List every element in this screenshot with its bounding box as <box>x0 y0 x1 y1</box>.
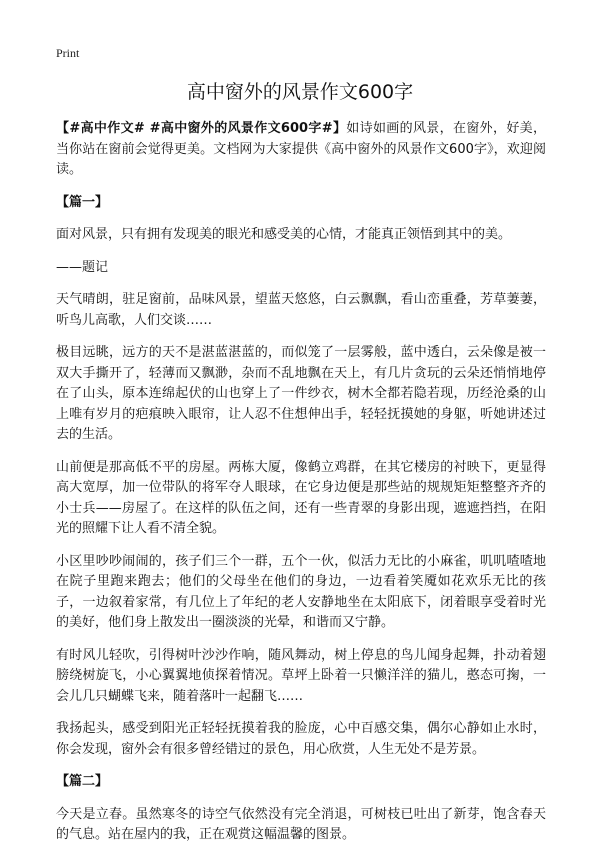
paragraph: ——题记 <box>56 259 109 275</box>
paragraph: 山前便是那高低不平的房屋。两栋大厦，像鹤立鸡群，在其它楼房的衬映下，更显得高大宽厚，加一位带队的将军夺人眼球，在它身边便是那些站的规规矩矩整整齐齐的小士兵——房屋了。在这样的队伍之间，还有一些青翠的身影出现，遮遮挡挡，在阳光的照耀下让人看不清全貌。 <box>56 459 546 536</box>
section-heading: 【篇一】 <box>56 194 109 210</box>
paragraph: 面对风景，只有拥有发现美的眼光和感受美的心情，才能真正领悟到其中的美。 <box>56 227 512 242</box>
paragraph: 极目远眺，远方的天不是湛蓝湛蓝的，而似笼了一层雾般，蓝中透白，云朵像是被一双大手撕开了，轻薄而又飘渺，杂而不乱地飘在天上，有几片贪玩的云朵还悄悄地停在了山头，原本连绵起伏的山也穿上了一件纱衣，树木全都若隐若现，历经沧桑的山上唯有岁月的疤痕映入眼帘，让人忍不住想伸出手，轻轻抚摸她的身躯，听她讲述过去的生活。 <box>56 345 546 442</box>
section-heading: 【篇二】 <box>56 774 109 789</box>
paragraph: 今天是立春。虽然寒冬的诗空气依然没有完全消退，可树枝已吐出了新芽，饱含春天的气息。站在屋内的我，正在观赏这幅温馨的图景。 <box>56 806 546 842</box>
paragraph: 有时风儿轻吹，引得树叶沙沙作响，随风舞动，树上停息的鸟儿闻身起舞，扑动着翅膀绕树旋飞，小心翼翼地侦探着情况。草坪上卧着一只懒洋洋的猫儿，憨态可掬，一会儿几只蝴蝶飞来，随着落叶一起翻飞…… <box>56 647 546 704</box>
intro-tags: 【#高中作文# #高中窗外的风景作文600字#】 <box>56 121 347 136</box>
paragraph: 小区里吵吵闹闹的，孩子们三个一群，五个一伙，似活力无比的小麻雀，叽叽喳喳地在院子里跑来跑去；他们的父母坐在他们的身边，一边看着笑魇如花欢乐无比的孩子，一边叙着家常，有几位上了年纪的老人安静地坐在太阳底下，闭着眼享受着时光的美好，他们身上散发出一圈淡淡的光晕，和谐而又宁静。 <box>56 553 546 630</box>
print-link[interactable]: Print <box>56 46 80 60</box>
document-body <box>56 119 546 858</box>
document-title: 高中窗外的风景作文600字 <box>186 81 414 103</box>
paragraph: 我扬起头，感受到阳光正轻轻抚摸着我的脸庞，心中百感交集，偶尔心静如止水时，你会发现，窗外会有很多曾经错过的景色，用心欣赏，人生无处不是芳景。 <box>56 721 546 757</box>
intro-paragraph <box>56 119 546 181</box>
paragraph: 天气晴朗，驻足窗前，品味风景，望蓝天悠悠，白云飘飘，看山峦重叠，芳草萋萋，听鸟儿高歌，人们交谈…… <box>56 292 546 328</box>
intro-text: 如诗如画的风景，在窗外，好美，当你站在窗前会觉得更美。文档网为大家提供《高中窗外的风景作文600字》，欢迎阅读。 <box>56 121 546 177</box>
